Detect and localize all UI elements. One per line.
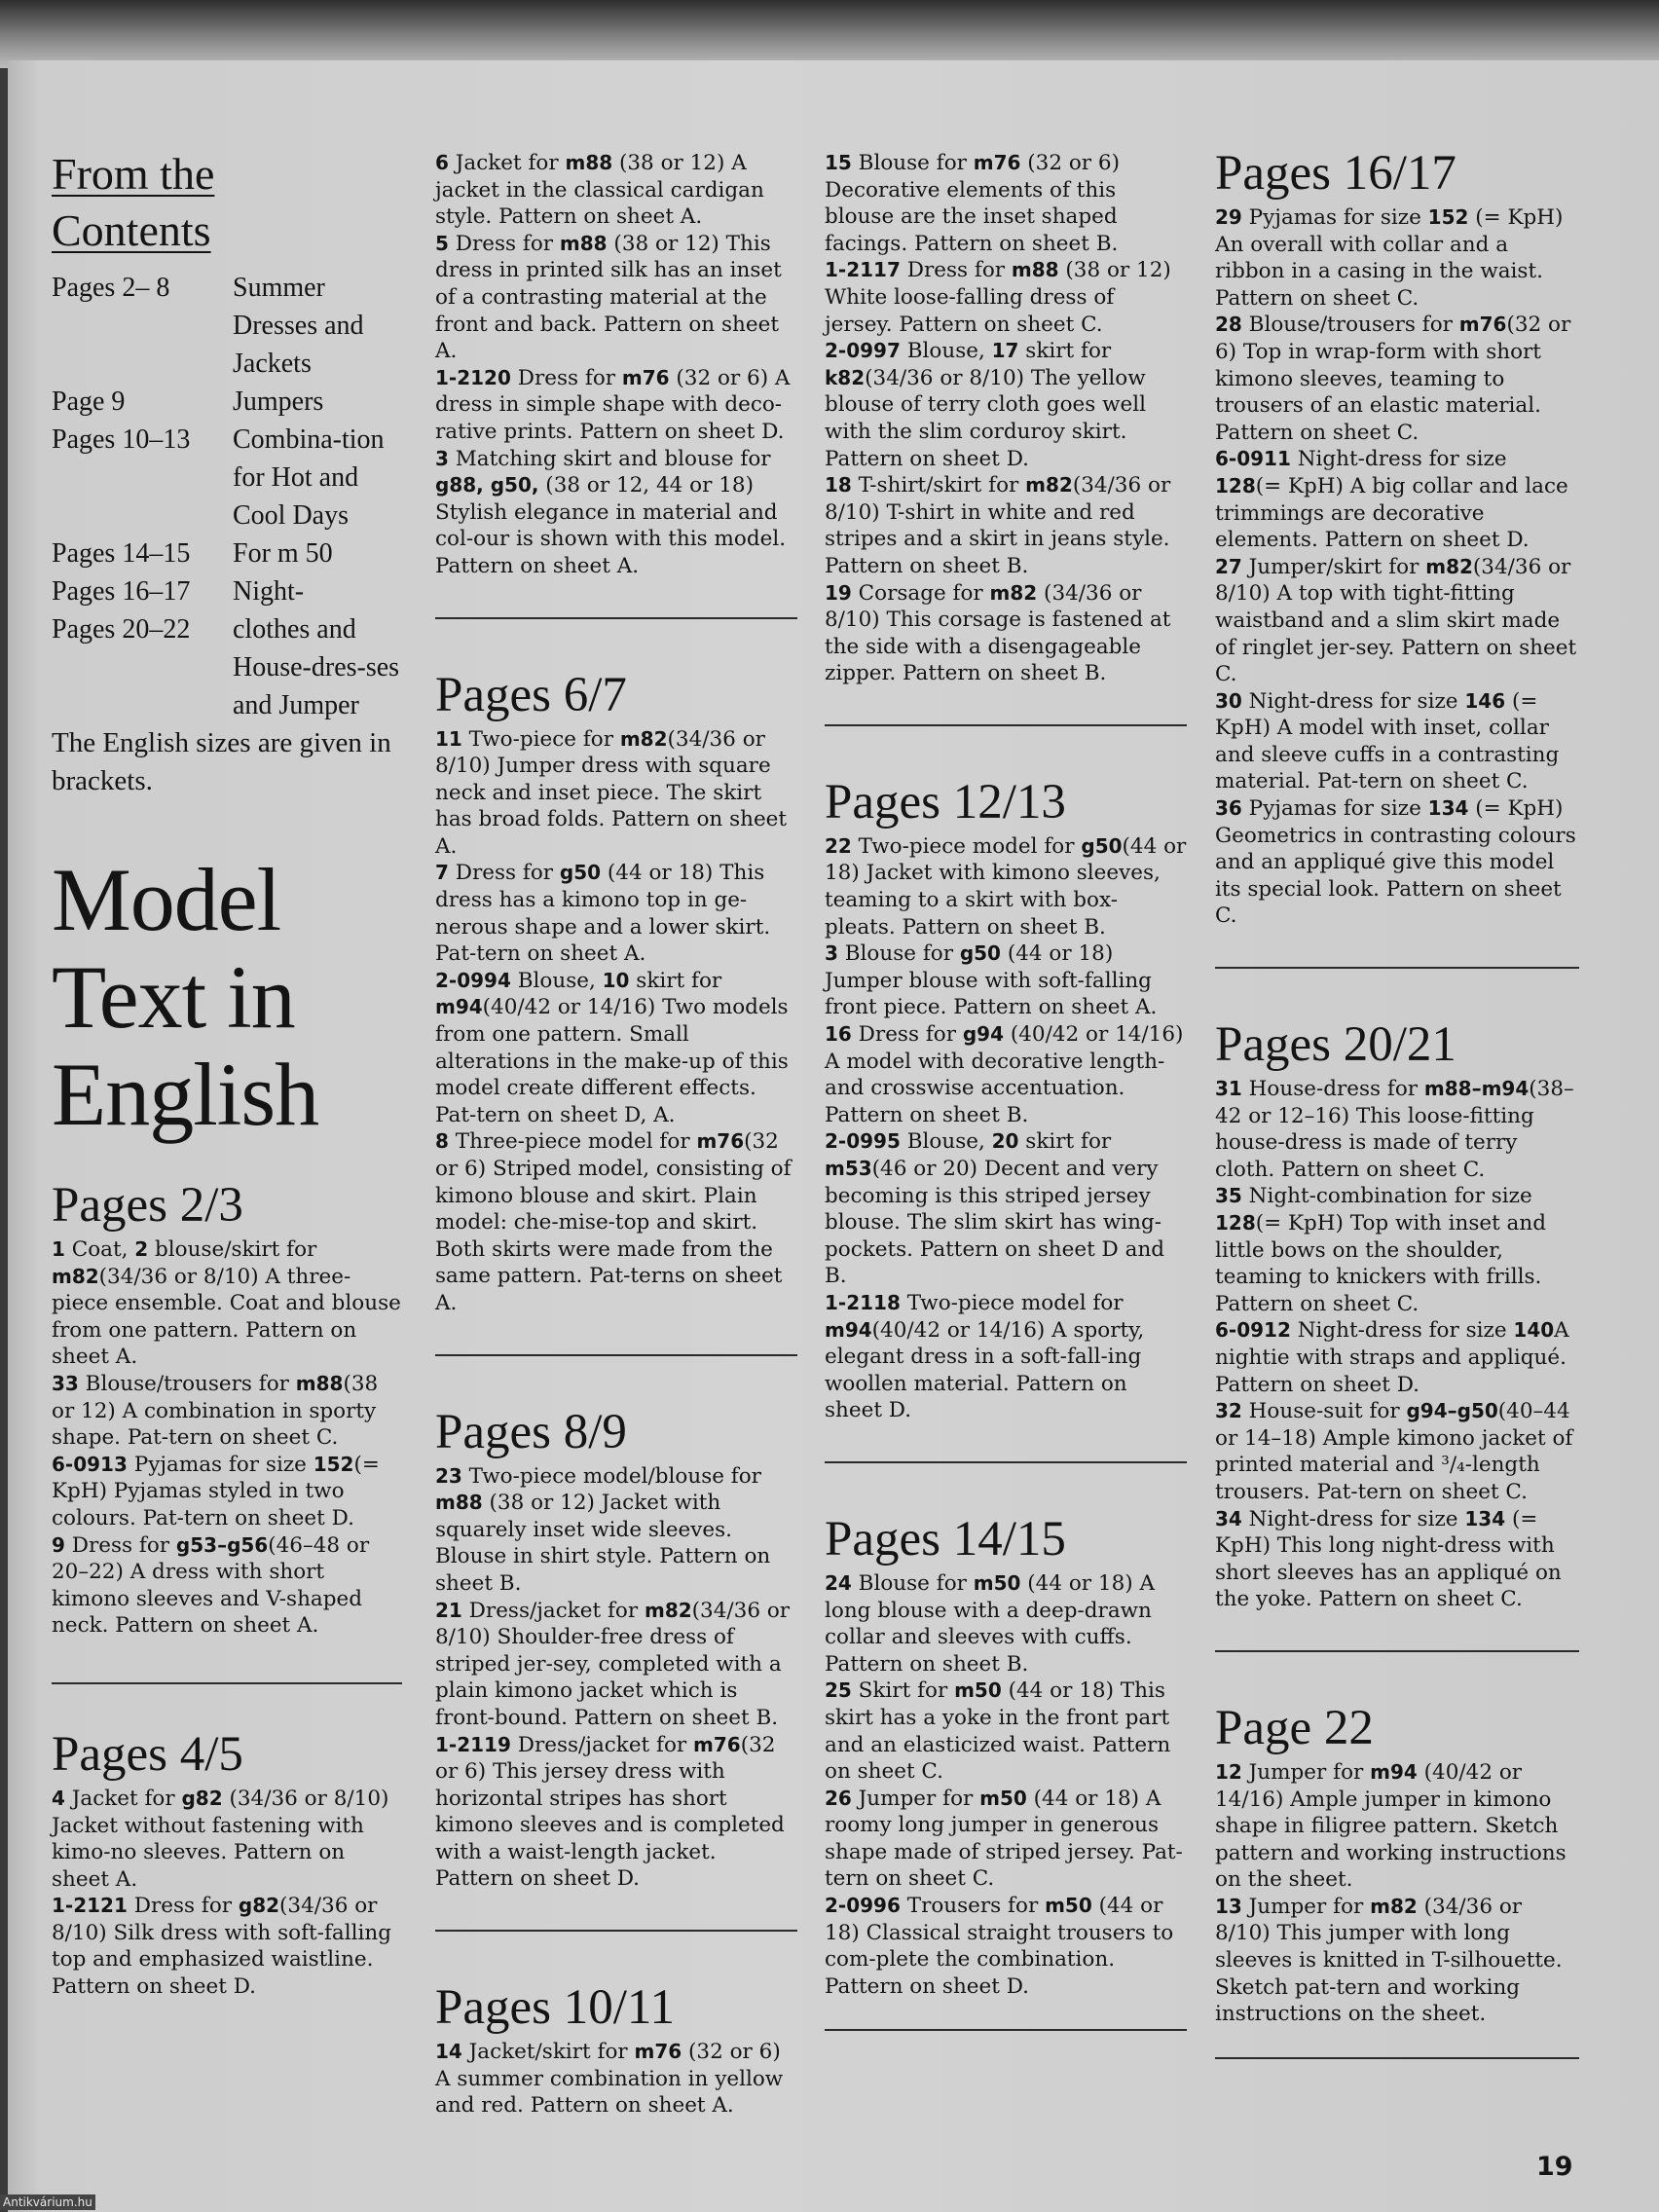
entry-description: (34/36 or 8/10) Silk dress with soft-falling top and emphasized waistline. Pattern on sheet D. [52, 1894, 391, 2000]
entry-code: 6-0912 [1215, 1318, 1291, 1343]
section-pages-14-15 [825, 1512, 1187, 2001]
entry-code: m53 [825, 1157, 872, 1180]
entry-title: Two-piece model for [900, 1290, 1124, 1315]
entry-title: Night-dress for size [1290, 447, 1507, 472]
entry-code: 8 [435, 1129, 449, 1154]
contents-row: Pages 20–22 clothes and House-dres-ses and Jumper [52, 614, 400, 720]
section-heading: Pages 14/15 [825, 1511, 1066, 1567]
section-pages-6-7 [435, 668, 797, 1317]
section-heading: Pages 4/5 [52, 1726, 243, 1782]
model-entry [435, 1598, 797, 1732]
entry-code: m88–m94 [1423, 1077, 1530, 1101]
entry-code: m50 [979, 1786, 1027, 1810]
entry-code: 146 [1464, 688, 1506, 713]
entry-code: 1-2118 [825, 1290, 901, 1314]
entry-code: 35 [1215, 1184, 1242, 1208]
entry-code: 7 [435, 861, 449, 885]
entry-title: Matching skirt and blouse for [448, 446, 771, 471]
model-entry [1215, 1894, 1579, 2028]
model-entry [435, 231, 797, 365]
model-entry [825, 580, 1187, 687]
entry-code: 32 [1215, 1399, 1242, 1423]
entry-code: 6-0911 [1215, 447, 1291, 471]
entry-list [435, 2039, 797, 2120]
entry-description: (32 or 6) Top in wrap-form with short kimono sleeves, teaming to trousers of an elastic material. Pattern on sheet C. [1215, 313, 1571, 445]
column-4 [1215, 146, 1579, 2059]
entry-title: skirt for [1018, 1129, 1112, 1155]
entry-code: 5 [435, 231, 449, 255]
model-entry [435, 1732, 797, 1894]
model-entry [435, 860, 797, 967]
entry-description: (44 or 18) Jacket with kimono sleeves, teaming to a skirt with box-pleats. Pattern on sheet B. [825, 833, 1187, 940]
entry-code: 128 [1215, 473, 1256, 498]
entry-description: (34/36 or 8/10) A top with tight-fitting waistband and a slim skirt made of ringlet jer-sey. Pattern on sheet C. [1215, 554, 1577, 687]
entry-code: m82 [989, 580, 1038, 605]
section-pages-12-13 [825, 775, 1187, 1424]
entry-list [825, 1570, 1187, 2001]
entry-description: (32 or 6) A dress in simple shape with deco-rative prints. Pattern on sheet D. [435, 365, 791, 444]
entry-title: Dress/jacket for [461, 1598, 645, 1623]
entry-title: Pyjamas for size [1241, 205, 1428, 230]
entry-list [435, 726, 797, 1317]
entry-code: 1-2121 [52, 1894, 128, 1918]
entry-title: Blouse for [837, 941, 960, 967]
entry-code: m76 [973, 151, 1021, 174]
entry-title: Jacket for [448, 151, 566, 175]
entry-list [52, 1786, 402, 2001]
entry-description: (40/42 or 14/16) A sporty, elegant dress in a soft-fall-ing woollen material. Pattern on sheet D. [825, 1317, 1145, 1423]
entry-description: (32 or 6) Striped model, consisting of kimono blouse and skirt. Plain model: che-mise-top and skirt. Both skirts were made from the same pattern. Pat-terns on sheet A. [435, 1129, 792, 1315]
entry-title: skirt for [629, 968, 722, 993]
model-entry [825, 257, 1187, 338]
entry-code: m76 [696, 1129, 745, 1154]
entry-code: 18 [825, 473, 852, 498]
entry-code: m76 [693, 1732, 741, 1756]
section-pages-10-11 [435, 1980, 797, 2120]
entry-code: m50 [1045, 1894, 1092, 1918]
entry-code: 2-0996 [825, 1894, 901, 1918]
entry-title: Skirt for [851, 1678, 955, 1704]
entry-code: 152 [1427, 205, 1469, 229]
entry-code: 1-2117 [825, 258, 901, 282]
entry-list [1215, 1076, 1579, 1613]
contents-row: Pages 2– 8 Summer Dresses and Jackets [52, 273, 364, 379]
entry-code: m88 [295, 1371, 344, 1395]
model-entry [1215, 1076, 1579, 1183]
divider [435, 1354, 797, 1356]
entry-code: 33 [52, 1371, 79, 1395]
photo-top-edge [0, 0, 1659, 68]
entry-title: Dress for [510, 365, 622, 390]
model-entry [825, 1677, 1187, 1785]
model-entry [1215, 554, 1579, 688]
section-pages-16-17 [1215, 146, 1579, 930]
entry-title: Blouse/trousers for [1241, 313, 1459, 338]
entry-description: (= KpH) Geometrics in contrasting colours and an appliqué give this model its special look. Pattern on sheet C. [1215, 796, 1576, 929]
entry-description: (44 or 18) Jumper blouse with soft-falling front piece. Pattern on sheet A. [825, 941, 1158, 1020]
model-entry [52, 1371, 402, 1452]
entry-title: skirt for [1018, 339, 1112, 364]
entry-code: 10 [602, 968, 630, 992]
entry-code: m76 [1458, 313, 1507, 337]
model-entry [825, 1290, 1187, 1424]
entry-description: (44 or 18) This skirt has a yoke in the front part and an elasticized waist. Pattern on sheet C. [825, 1678, 1171, 1785]
entry-title: Blouse, [900, 339, 992, 364]
entry-title: Dress/jacket for [510, 1732, 694, 1757]
model-entry [825, 1570, 1187, 1677]
section-heading: Pages 12/13 [825, 774, 1066, 830]
entry-description: (32 or 6) This jersey dress with horizontal stripes has short kimono sleeves and is completed with a waist-length jacket. Pattern on sheet D. [435, 1732, 785, 1892]
entry-code: 36 [1215, 796, 1242, 821]
entry-description: (34/36 or 8/10) The yellow blouse of terry cloth goes well with the slim corduroy skirt. Pattern on sheet D. [825, 365, 1147, 471]
entry-code: g50 [559, 861, 602, 885]
entry-code: 1 [52, 1237, 65, 1261]
entry-title: Trousers for [900, 1894, 1046, 1919]
entry-code: 28 [1215, 313, 1242, 337]
entry-code: 29 [1215, 205, 1242, 229]
entry-code: 6 [435, 151, 449, 174]
model-entry [52, 1236, 402, 1371]
column-2 [435, 150, 797, 2120]
model-entry [1215, 1398, 1579, 1505]
entry-description: (38–42 or 12–16) This loose-fitting house-dress is made of terry cloth. Pattern on sheet C. [1215, 1077, 1574, 1182]
entry-description: (32 or 6) A summer combination in yellow and red. Pattern on sheet A. [435, 2040, 784, 2119]
section-heading: Pages 10/11 [435, 1980, 676, 2036]
entry-code: 3 [825, 941, 838, 966]
entry-code: m82 [1025, 473, 1073, 498]
entry-description: (44 or 18) This dress has a kimono top in ge-nerous shape and a lower skirt. Pat-tern on sheet A. [435, 861, 771, 967]
entry-description: (34/36 or 8/10) T-shirt in white and red stripes and a skirt in jeans style. Pattern on sheet B. [825, 473, 1171, 578]
model-entry [435, 1128, 797, 1316]
section-heading: Pages 20/21 [1215, 1017, 1456, 1073]
entry-code: 128 [1215, 1211, 1256, 1235]
entry-code: 21 [435, 1598, 462, 1622]
entry-code: 30 [1215, 688, 1242, 713]
divider [825, 724, 1187, 726]
section-heading: Pages 2/3 [52, 1178, 243, 1233]
entry-title: Night-dress for size [1241, 688, 1465, 714]
entry-description: (38 or 12) White loose-falling dress of jersey. Pattern on sheet C. [825, 258, 1171, 337]
model-entry [435, 150, 797, 231]
entry-title: Jumper/skirt for [1241, 554, 1426, 579]
model-entry [1215, 688, 1579, 795]
entry-code: 16 [825, 1022, 852, 1047]
entry-code: 2 [134, 1237, 149, 1261]
entry-code: 134 [1427, 796, 1469, 821]
entry-description: (44 or 18) A long blouse with a deep-drawn collar and sleeves with cuffs. Pattern on sheet B. [825, 1570, 1155, 1677]
entry-list [825, 150, 1187, 687]
entry-title: Blouse, [900, 1129, 992, 1155]
entry-list [435, 1463, 797, 1894]
section-heading: Pages 16/17 [1215, 146, 1456, 201]
entry-description: (40/42 or 14/16) Ample jumper in kimono shape in filigree pattern. Sketch pattern and working instructions on the sheet. [1215, 1759, 1567, 1893]
entry-code: m76 [621, 365, 670, 389]
entry-code: 6-0913 [52, 1452, 128, 1476]
entry-title: Three-piece model for [448, 1129, 697, 1155]
entry-code: 25 [825, 1678, 852, 1703]
entry-title: Two-piece model/blouse for [461, 1463, 761, 1489]
entry-code: 27 [1215, 554, 1242, 578]
entry-code: m82 [619, 726, 668, 751]
divider [1215, 2057, 1579, 2059]
entry-title: Blouse, [510, 968, 603, 993]
entry-description: (= KpH) Top with inset and little bows on the shoulder, teaming to knickers with frills. Pattern on sheet C. [1215, 1211, 1546, 1316]
entry-description: (46 or 20) Decent and very becoming is this striped jersey blouse. The slim skirt has wing-pockets. Pattern on sheet D and B. [825, 1157, 1165, 1289]
entry-code: 17 [991, 339, 1019, 363]
entry-title: Dress for [448, 861, 560, 886]
model-entry [1215, 1183, 1579, 1317]
size-note: The English sizes are given in brackets. [52, 727, 391, 796]
divider [1215, 967, 1579, 969]
entry-title: Jumper for [851, 1786, 980, 1811]
section-pages-8-9 [435, 1405, 797, 1894]
entry-code: 1-2119 [435, 1732, 511, 1756]
entry-code: 14 [435, 2040, 462, 2064]
divider [825, 1461, 1187, 1463]
contents-list [52, 269, 402, 724]
model-entry [825, 833, 1187, 940]
entry-description: (34/36 or 8/10) A three-piece ensemble. Coat and blouse from one pattern. Pattern on sheet A. [52, 1264, 401, 1370]
section-heading: Pages 6/7 [435, 667, 627, 722]
contents-row: Page 9 Jumpers [52, 387, 324, 417]
entry-code: m50 [954, 1678, 1002, 1703]
divider [435, 1930, 797, 1932]
model-entry [52, 1452, 402, 1532]
model-entry [52, 1786, 402, 1893]
entry-list [1215, 1759, 1579, 2028]
entry-description: (34/36 or 8/10) Jumper dress with square neck and inset piece. The skirt has broad folds. Pattern on sheet A. [435, 726, 788, 859]
entry-title: Corsage for [851, 580, 990, 606]
entry-code: 26 [825, 1786, 852, 1810]
entry-code: m88 [559, 231, 608, 255]
entry-description: (46–48 or 20–22) A dress with short kimono sleeves and V-shaped neck. Pattern on sheet A. [52, 1532, 370, 1639]
entry-title: Jumper for [1241, 1894, 1371, 1919]
entry-description: (34/36 or 8/10) Shoulder-free dress of striped jer-sey, completed with a plain kimono jacket which is front-bound. Pattern on sheet B. [435, 1598, 791, 1730]
entry-description: (34/36 or 8/10) Jacket without fastening with kimo-no sleeves. Pattern on sheet A. [52, 1786, 389, 1892]
entry-title: Pyjamas for size [127, 1452, 313, 1477]
watermark: Antikvárium.hu [0, 2194, 95, 2210]
contents-row: Pages 14–15 For m 50 [52, 538, 333, 569]
entry-code: 4 [52, 1786, 65, 1810]
entry-code: m82 [645, 1598, 692, 1622]
model-entry [435, 446, 797, 580]
entry-title: House-dress for [1241, 1077, 1424, 1102]
entry-description: (38 or 12) A jacket in the classical cardigan style. Pattern on sheet A. [435, 151, 764, 230]
entry-title: T-shirt/skirt for [851, 473, 1026, 498]
model-entry [825, 1128, 1187, 1290]
entry-description: (34/36 or 8/10) This corsage is fastened at the side with a disengageable zipper. Pattern on sheet B. [825, 580, 1171, 686]
entry-description: (40/42 or 14/16) A model with decorative length- and crosswise accentuation. Pattern on sheet B. [825, 1022, 1184, 1127]
entry-code: m82 [1370, 1894, 1418, 1918]
model-entry [825, 1786, 1187, 1893]
entry-description: (38 or 12, 44 or 18) Stylish elegance in material and col-our is shown with this model. Pattern on sheet A. [435, 473, 787, 578]
entry-code: 22 [825, 833, 852, 858]
entry-code: 2-0995 [825, 1129, 901, 1154]
entry-title: Dress for [127, 1894, 239, 1919]
entry-code: 31 [1215, 1077, 1242, 1101]
entry-title: Night-combination for size [1241, 1184, 1532, 1209]
divider [825, 2029, 1187, 2031]
entry-title: Dress for [851, 1022, 963, 1048]
model-entry [1215, 795, 1579, 930]
section-pages-20-21 [1215, 1017, 1579, 1613]
entry-title: Two-piece model for [851, 833, 1082, 859]
entry-code: 11 [435, 726, 462, 751]
entry-title: Dress for [64, 1532, 176, 1558]
divider [1215, 1650, 1579, 1652]
entry-title: Jacket/skirt for [461, 2040, 635, 2065]
model-entry [825, 472, 1187, 579]
entry-code: 134 [1464, 1506, 1506, 1530]
model-entry [435, 365, 797, 446]
model-entry [435, 726, 797, 861]
entry-code: 9 [52, 1532, 65, 1557]
entry-code: 15 [825, 151, 852, 174]
entry-code: g50 [959, 941, 1001, 966]
entry-code: g53–g56 [175, 1532, 269, 1557]
entry-description: (= KpH) Pyjamas styled in two colours. Pat-tern on sheet D. [52, 1452, 380, 1530]
entry-code: 23 [435, 1463, 462, 1488]
model-entry [435, 1463, 797, 1598]
entry-description: (40–44 or 14–18) Ample kimono jacket of printed material and ³/₄-length trousers. Pat-tern on sheet C. [1215, 1399, 1573, 1504]
entry-code: g82 [238, 1894, 280, 1918]
entry-title: Jacket for [64, 1786, 182, 1811]
entry-list [825, 833, 1187, 1424]
model-entry [825, 338, 1187, 472]
model-entry [435, 968, 797, 1129]
entry-code: g82 [181, 1786, 223, 1810]
entry-code: 152 [313, 1452, 354, 1476]
section-heading: Page 22 [1215, 1700, 1374, 1755]
entry-code: 140 [1513, 1318, 1555, 1343]
entry-title: Coat, [64, 1237, 135, 1262]
entry-description: (38 or 12) This dress in printed silk has an inset of a contrasting material at the front and back. Pattern on sheet A. [435, 231, 782, 364]
entry-description: (44 or 18) A roomy long jumper in generous shape made of striped jersey. Pat-tern on sheet C. [825, 1786, 1183, 1892]
entry-title: Blouse for [851, 1570, 974, 1596]
model-entry [52, 1532, 402, 1640]
entry-list [435, 150, 797, 580]
entry-title: Dress for [900, 258, 1012, 283]
entry-list [1215, 204, 1579, 930]
entry-description: (38 or 12) A combination in sporty shape. Pat-tern on sheet C. [52, 1371, 379, 1451]
contents-row: Pages 16–17 Night- [52, 576, 305, 607]
contents-title: From the Contents [52, 149, 215, 255]
model-entry [1215, 1506, 1579, 1613]
model-entry [825, 1021, 1187, 1128]
entry-title: Jumper for [1241, 1759, 1371, 1785]
entry-code: m76 [634, 2040, 682, 2064]
section-pages-4-5 [52, 1727, 402, 2001]
entry-title: House-suit for [1241, 1399, 1407, 1424]
section-pages-2-3 [52, 1178, 402, 1640]
entry-description: A nightie with straps and appliqué. Pattern on sheet D. [1215, 1318, 1569, 1397]
model-entry [435, 2039, 797, 2120]
entry-description: (44 or 18) Classical straight trousers to com-plete the combination. Pattern on sheet D. [825, 1894, 1174, 1999]
model-entry [1215, 204, 1579, 312]
page-number: 19 [1536, 2152, 1573, 2182]
entry-code: g94–g50 [1406, 1399, 1498, 1423]
entry-code: k82 [825, 365, 866, 389]
model-entry [1215, 1759, 1579, 1894]
entry-code: 20 [991, 1129, 1019, 1154]
entry-description: (= KpH) An overall with collar and a ribbon in a casing in the waist. Pattern on sheet C. [1215, 205, 1564, 311]
entry-description: (= KpH) This long night-dress with short sleeves has an appliqué on the yoke. Pattern on sheet C. [1215, 1506, 1562, 1612]
model-text-title: Model Text in English [52, 850, 319, 1144]
column-3 [825, 150, 1187, 2031]
entry-list [52, 1236, 402, 1640]
entry-code: m88 [435, 1491, 483, 1515]
column-1 [52, 146, 402, 2001]
model-entry [1215, 1317, 1579, 1398]
entry-description: (38 or 12) Jacket with squarely inset wide sleeves. Blouse in shirt style. Pattern on sheet B. [435, 1491, 771, 1596]
entry-code: 2-0997 [825, 339, 901, 363]
entry-code: 1-2120 [435, 365, 511, 389]
model-entry [52, 1893, 402, 2000]
entry-description: (= KpH) A model with inset, collar and sleeve cuffs in a contrasting material. Pat-tern on sheet C. [1215, 688, 1560, 794]
contents-row: Pages 10–13 Combina-tion for Hot and Cool Days [52, 424, 385, 531]
entry-title: Two-piece for [461, 726, 620, 752]
entry-code: m94 [1370, 1759, 1418, 1784]
entry-code: g88, g50, [435, 473, 539, 498]
model-entry [1215, 312, 1579, 446]
entry-title: blouse/skirt for [148, 1237, 317, 1262]
entry-code: m94 [435, 995, 483, 1019]
entry-title: Night-dress for size [1241, 1506, 1465, 1531]
model-entry [825, 1893, 1187, 2000]
entry-code: m88 [1011, 258, 1059, 282]
entry-code: 24 [825, 1570, 852, 1595]
entry-code: 12 [1215, 1759, 1242, 1784]
entry-code: m94 [825, 1317, 872, 1342]
entry-description: (40/42 or 14/16) Two models from one pattern. Small alterations in the make-up of this model create different effects. Pat-tern on sheet D, A. [435, 995, 789, 1127]
entry-title: Night-dress for size [1290, 1318, 1514, 1344]
section-page-22 [1215, 1701, 1579, 2028]
entry-code: m50 [973, 1570, 1021, 1595]
section-heading: Pages 8/9 [435, 1404, 627, 1459]
model-entry [1215, 446, 1579, 553]
entry-code: 3 [435, 446, 449, 470]
entry-code: 13 [1215, 1894, 1242, 1918]
entry-code: 2-0994 [435, 968, 511, 992]
entry-description: (32 or 6) Decorative elements of this blouse are the inset shaped facings. Pattern on sheet B. [825, 151, 1120, 256]
entry-code: m82 [1425, 554, 1473, 578]
entry-code: m88 [565, 151, 613, 174]
divider [435, 617, 797, 619]
entry-title: Dress for [448, 231, 560, 256]
entry-description: (= KpH) A big collar and lace trimmings are decorative elements. Pattern on sheet D. [1215, 473, 1568, 553]
model-entry [825, 150, 1187, 257]
divider [52, 1682, 402, 1684]
entry-code: g50 [1081, 833, 1123, 858]
entry-title: Blouse for [851, 151, 974, 175]
entry-description: (34/36 or 8/10) This jumper with long sleeves is knitted in T-silhouette. Sketch pat-tern and working instructions on the sheet. [1215, 1894, 1563, 2027]
entry-title: Pyjamas for size [1241, 796, 1428, 822]
entry-title: Blouse/trousers for [78, 1371, 296, 1396]
entry-code: 34 [1215, 1506, 1242, 1530]
model-entry [825, 940, 1187, 1021]
entry-code: 19 [825, 580, 852, 605]
entry-code: m82 [52, 1264, 99, 1288]
entry-code: g94 [962, 1022, 1004, 1047]
